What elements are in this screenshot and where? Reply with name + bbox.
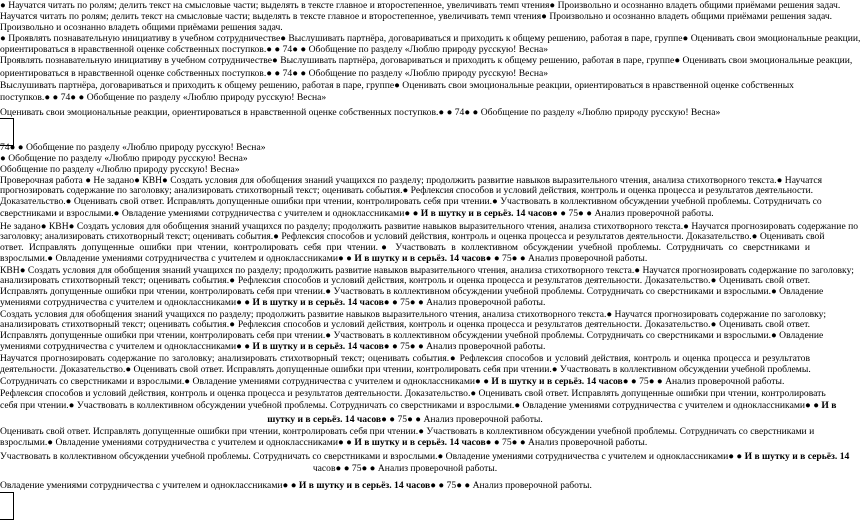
bold-section-title: И в шутку и в серьёз. 14 часов (298, 480, 431, 491)
text-line: Оценивать свои эмоциональные реакции, ориентироваться в нравственной оценке собственных поступков.● ● 74● ● Обобщение по разделу «Люблю природу русскую! Весна» (0, 107, 721, 118)
text-line: ● Обобщение по разделу «Люблю природу русскую! Весна» (0, 153, 248, 164)
text-line: ориентироваться в нравственной оценке собственных поступков.● ● 74● ● Обобщение по разделу «Люблю природу русскую! Весна» (0, 68, 549, 79)
text-line: анализировать стихотворный текст; оценивать события.● Рефлексия способов и условий действия, контроль и оценка процесса и результатов деятельности. Доказательство.● Оценивать свой ответ. (0, 319, 810, 330)
text-line: Участвовать в коллективном обсуждении учебной проблемы. Сотрудничать со сверстниками и взрослыми.● Овладение умениями сотрудничества с учителем и одноклассниками● ● И в шутку и в серьёз. 14 (0, 451, 850, 462)
text-line: деятельности. Доказательство.● Оценивать свой ответ. Исправлять допущенные ошибки при чтении, контролировать себя при чтении.● Участвовать в коллективном обсуждении учебной проблемы. (0, 364, 811, 375)
text-line: поступков.● ● 74● ● Обобщение по разделу «Люблю природу русскую! Весна» (0, 92, 327, 103)
text-line: Исправлять допущенные ошибки при чтении, контролировать себя при чтении.● Участвовать в коллективном обсуждении учебной проблемы. Сотрудничать со сверстниками и взрослыми.● Овладение (0, 330, 824, 341)
text-line: заголовку; анализировать стихотворный текст; оценивать события.● Рефлексия способов и условий действия, контроль и оценка процесса и результатов деятельности. Доказательство.● Оценивать свой (0, 231, 825, 242)
text-line: ● Проявлять познавательную инициативу в учебном сотрудничестве● Выслушивать партнёра, договариваться и приходить к общему решению, работая в паре, группе● Оценивать свои эмоциональные реакции, (0, 33, 860, 44)
bold-section-title: И в шутку и в серьёз. 14 часов (354, 253, 486, 264)
text-line: Оценивать свой ответ. Исправлять допущенные ошибки при чтении, контролировать себя при чтении.● Участвовать в коллективном обсуждении учебной проблемы. Сотрудничать со сверстниками и (0, 426, 815, 437)
text-line: часов● ● 75● ● Анализ проверочной работы. (312, 463, 498, 474)
text-line: Сотрудничать со сверстниками и взрослыми.● Овладение умениями сотрудничества с учителем и одноклассниками● ● И в шутку и в серьёз. 14 часов● ● 75● ● Анализ проверочной работы. (0, 376, 785, 387)
text-line: взрослыми.● Овладение умениями сотрудничества с учителем и одноклассниками● ● И в шутку и в серьёз. 14 часов● ● 75● ● Анализ проверочной работы. (0, 253, 648, 264)
text-line: шутку и в серьёз. 14 часов● ● 75● ● Анализ проверочной работы. (267, 414, 543, 425)
text-line: ответ. Исправлять допущенные ошибки при чтении, контролировать себя при чтении.● Участвовать в коллективном обсуждении учебной проблемы. Сотрудничать со сверстниками и (0, 242, 810, 253)
text-line: Научатся читать по ролям; делить текст на смысловые части; выделять в тексте главное и второстепенное, увеличивать темп чтения● Произвольно и осознанно владеть общими приёмами решения задач. (0, 11, 833, 22)
text-line: сверстниками и взрослыми.● Овладение умениями сотрудничества с учителем и одноклассниками● ● И в шутку и в серьёз. 14 часов● ● 75● ● Анализ проверочной работы. (0, 208, 714, 219)
bold-section-title: И в шутку и в серьёз. 14 часов (252, 297, 384, 308)
bold-section-title: И в шутку и в серьёз. 14 часов (491, 376, 623, 387)
text-line: Научатся прогнозировать содержание по заголовку; анализировать стихотворный текст; оценивать события.● Рефлексия способов и условий действия, контроль и оценка процесса и результатов (0, 353, 810, 364)
text-line: Произвольно и осознанно владеть общими приёмами решения задач. (0, 22, 283, 33)
bold-section-title: И в шутку и в серьёз. 14 (744, 451, 850, 462)
text-line: Рефлексия способов и условий действия, контроль и оценка процесса и результатов деятельности. Доказательство.● Оценивать свой ответ. Исправлять допущенные ошибки при чтении, контролировать (0, 388, 826, 399)
text-line: Доказательство.● Оценивать свой ответ. Исправлять допущенные ошибки при чтении, контролировать себя при чтении.● Участвовать в коллективном обсуждении учебной проблемы. Сотрудничать со (0, 196, 822, 207)
bold-section-title: И в шутку и в серьёз. 14 часов (252, 341, 384, 352)
bold-section-title: И в шутку и в серьёз. 14 часов (420, 208, 553, 219)
text-line: умениями сотрудничества с учителем и одноклассниками● ● И в шутку и в серьёз. 14 часов● ● 75● ● Анализ проверочной работы. (0, 341, 546, 352)
bold-section-title: шутку и в серьёз. 14 часов (267, 414, 382, 425)
text-line: анализировать стихотворный текст; оценивать события.● Рефлексия способов и условий действия, контроль и оценка процесса и результатов деятельности. Доказательство.● Оценивать свой ответ. (0, 275, 810, 286)
text-line: умениями сотрудничества с учителем и одноклассниками● ● И в шутку и в серьёз. 14 часов● ● 75● ● Анализ проверочной работы. (0, 297, 546, 308)
text-line: Не задано● КВН● Создать условия для обобщения знаний учащихся по разделу; продолжить развитие навыков выразительного чтения, анализа стихотворного текста.● Научатся прогнозировать содержание по (0, 221, 859, 232)
bold-section-title: И в (821, 400, 837, 411)
text-line: Выслушивать партнёра, договариваться и приходить к общему решению, работая в паре, группе● Оценивать свои эмоциональные реакции, ориентироваться в нравственной оценке собственных (0, 80, 794, 91)
text-line: Исправлять допущенные ошибки при чтении, контролировать себя при чтении.● Участвовать в коллективном обсуждении учебной проблемы. Сотрудничать со сверстниками и взрослыми.● Овладение (0, 286, 824, 297)
text-line: Обобщение по разделу «Люблю природу русскую! Весна» (0, 164, 240, 175)
empty-cell-box (0, 492, 14, 520)
text-line: Проявлять познавательную инициативу в учебном сотрудничестве● Выслушивать партнёра, договариваться и приходить к общему решению, работая в паре, группе● Оценивать свои эмоциональные реакции, (0, 55, 853, 66)
text-line: Проверочная работа ● Не задано● КВН● Создать условия для обобщения знаний учащихся по разделу; продолжить развитие навыков выразительного чтения, анализа стихотворного текста.● Научатся (0, 175, 823, 186)
text-line: взрослыми.● Овладение умениями сотрудничества с учителем и одноклассниками● ● И в шутку и в серьёз. 14 часов● ● 75● ● Анализ проверочной работы. (0, 437, 648, 448)
text-line: прогнозировать содержание по заголовку; анализировать стихотворный текст; оценивать события.● Рефлексия способов и условий действия, контроль и оценка процесса и результатов деятельности. (0, 185, 813, 196)
text-line: Создать условия для обобщения знаний учащихся по разделу; продолжить развитие навыков выразительного чтения, анализа стихотворного текста.● Научатся прогнозировать содержание по заголовку; (0, 309, 827, 320)
text-line: Овладение умениями сотрудничества с учителем и одноклассниками● ● И в шутку и в серьёз. 14 часов● ● 75● ● Анализ проверочной работы. (0, 480, 592, 491)
bold-section-title: И в шутку и в серьёз. 14 часов (354, 437, 486, 448)
text-line: 74● ● Обобщение по разделу «Люблю природу русскую! Весна» (0, 142, 266, 153)
text-line: КВН● Создать условия для обобщения знаний учащихся по разделу; продолжить развитие навыков выразительного чтения, анализа стихотворного текста.● Научатся прогнозировать содержание по заголовку; (0, 265, 854, 276)
text-line: себя при чтении.● Участвовать в коллективном обсуждении учебной проблемы. Сотрудничать со сверстниками и взрослыми.● Овладение умениями сотрудничества с учителем и одноклассниками● ● И в (0, 400, 837, 411)
text-line: ● Научатся читать по ролям; делить текст на смысловые части; выделять в тексте главное и второстепенное, увеличивать темп чтения● Произвольно и осознанно владеть общими приёмами решения задач. (0, 0, 841, 11)
text-line: ориентироваться в нравственной оценке собственных поступков.● ● 74● ● Обобщение по разделу «Люблю природу русскую! Весна» (0, 44, 549, 55)
